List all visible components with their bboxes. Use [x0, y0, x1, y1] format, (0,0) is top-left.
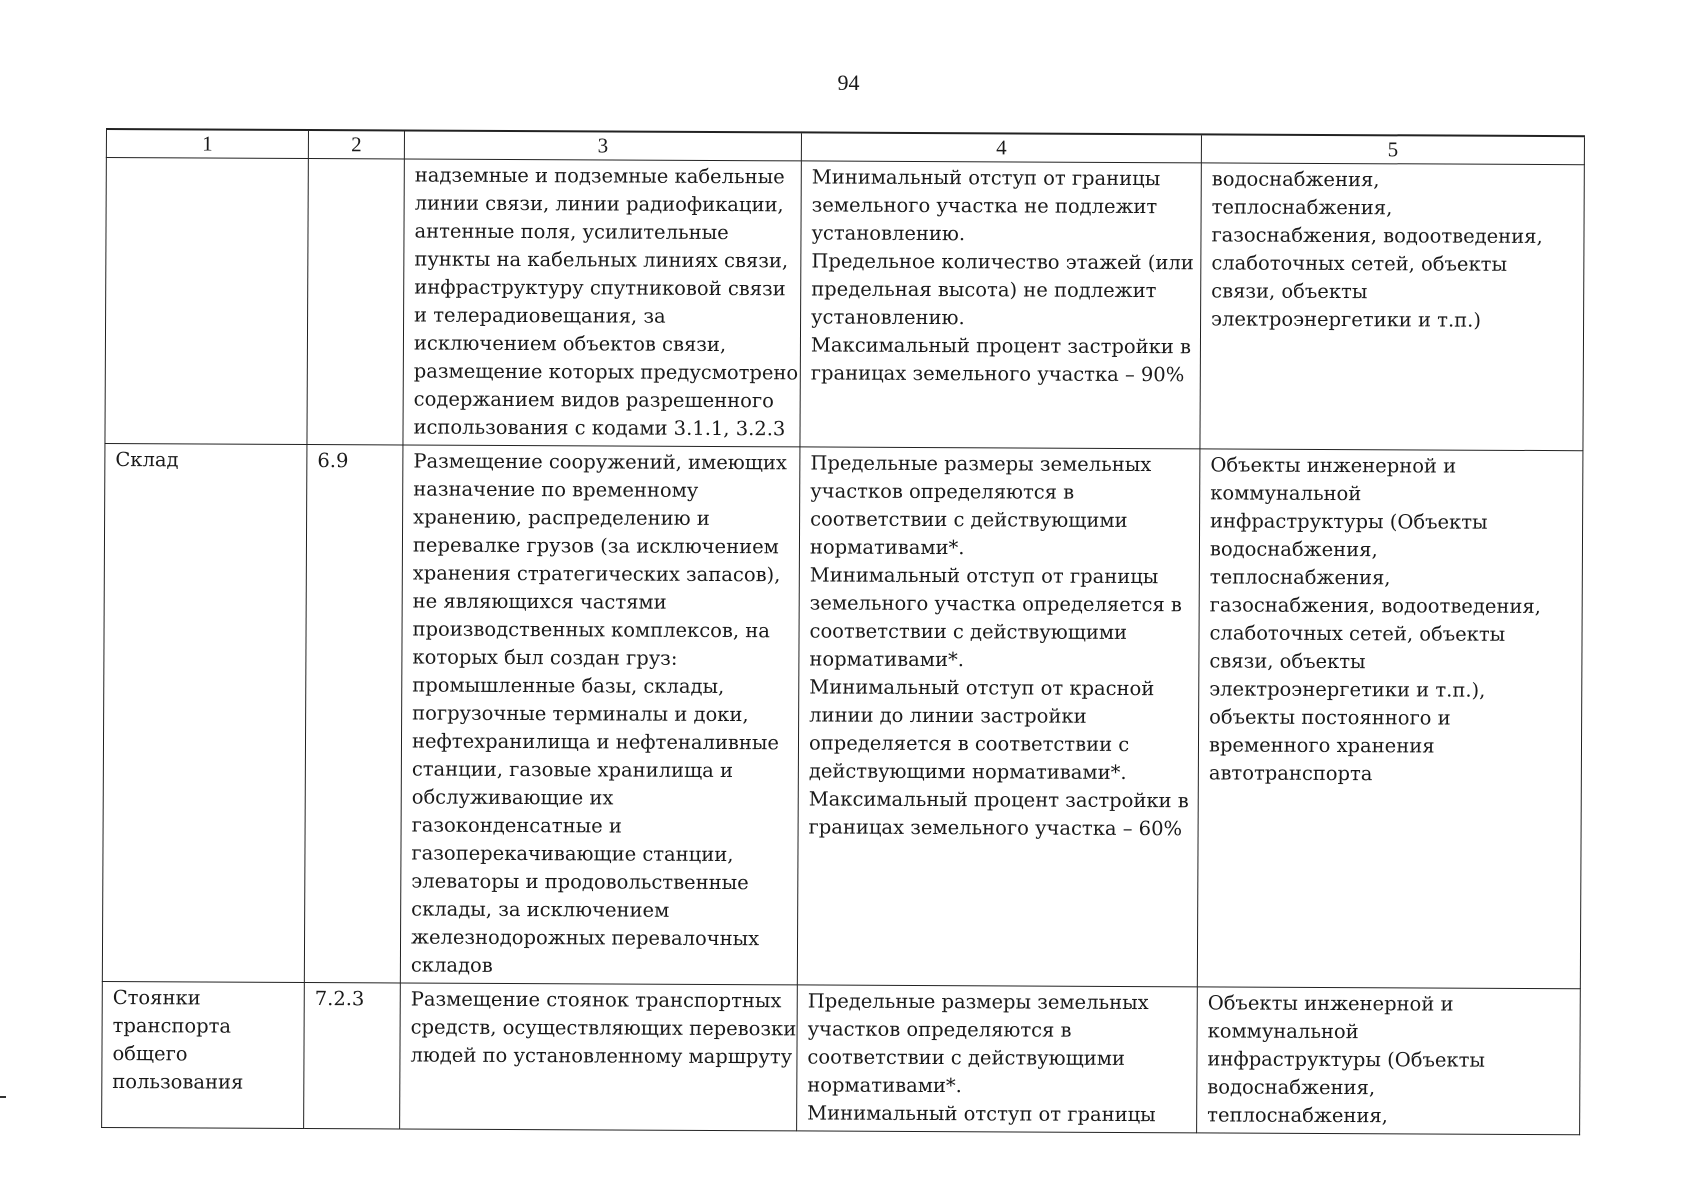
use-code-cell: 6.9 [304, 444, 403, 982]
table-row [102, 443, 1583, 988]
auxiliary-uses-cell-line: временного хранения [1208, 733, 1435, 758]
auxiliary-uses-cell-line: теплоснабжения, [1207, 1103, 1388, 1128]
auxiliary-uses-cell-line: слаботочных сетей, объекты [1209, 621, 1506, 646]
table-row [105, 158, 1584, 451]
use-description-cell-line: погрузочные терминалы и доки, [412, 701, 749, 727]
parameters-cell-line: Минимальный отступ от границы [809, 563, 1159, 589]
use-description-cell-line: перевалке грузов (за исключением [412, 533, 779, 559]
auxiliary-uses-cell-line: инфраструктуры (Объекты [1210, 509, 1488, 534]
parameters-cell-line: Предельные размеры земельных [807, 989, 1149, 1015]
auxiliary-uses-cell-line: газоснабжения, водоотведения, [1209, 593, 1541, 619]
parameters-cell-line: соответствии с действующими [807, 1045, 1125, 1070]
use-description-cell-line: пункты на кабельных линиях связи, [414, 247, 789, 273]
use-type-name-cell-line: Стоянки [112, 986, 201, 1010]
use-description-cell-line: нефтехранилища и нефтеналивные [411, 729, 779, 755]
use-description-cell-line: железнодорожных перевалочных [410, 925, 760, 951]
auxiliary-uses-cell-line: водоснабжения, [1209, 537, 1378, 562]
parameters-cell-line: Предельные размеры земельных [810, 451, 1152, 477]
use-type-name-cell-line: пользования [112, 1070, 244, 1094]
auxiliary-uses-cell-line: инфраструктуры (Объекты [1207, 1047, 1485, 1072]
use-description-cell-line: Размещение сооружений, имеющих [413, 449, 787, 475]
parameters-cell-line: участков определяются в [810, 479, 1075, 504]
use-description-cell-line: содержанием видов разрешенного [413, 387, 774, 413]
auxiliary-uses-cell-line: водоснабжения, [1207, 1075, 1376, 1100]
use-type-name-cell-line: общего [112, 1042, 188, 1066]
parameters-cell-line: предельная высота) не подлежит [811, 277, 1157, 303]
parameters-cell-line: нормативами*. [809, 535, 965, 560]
auxiliary-uses-cell [1197, 449, 1583, 989]
use-description-cell-line: размещение которых предусмотрено [413, 359, 799, 385]
use-description-cell-line: и телерадиовещания, за [414, 303, 666, 328]
column-header-1: 1 [106, 129, 308, 158]
page-number: 94 [837, 70, 860, 95]
parameters-cell-line: соответствии с действующими [810, 507, 1128, 532]
use-description-cell-line: надземные и подземные кабельные [414, 163, 785, 189]
column-header-4: 4 [801, 132, 1201, 162]
use-description-cell-line: газоконденсатные и [411, 813, 622, 838]
auxiliary-uses-cell-line: связи, объекты [1209, 649, 1366, 674]
column-header-5: 5 [1201, 134, 1584, 164]
auxiliary-uses-cell [1200, 163, 1584, 451]
auxiliary-uses-cell-line: Объекты инженерной и [1207, 991, 1454, 1016]
parameters-cell-line: нормативами*. [807, 1073, 962, 1098]
parameters-cell-line: Минимальный отступ от красной [809, 675, 1155, 701]
auxiliary-uses-cell [1197, 987, 1581, 1135]
use-description-cell-line: элеваторы и продовольственные [411, 869, 749, 895]
use-description-cell-line: хранения стратегических запасов), [412, 561, 781, 587]
use-description-cell-line: хранению, распределению и [413, 505, 710, 530]
auxiliary-uses-cell-line: теплоснабжения, [1211, 195, 1393, 220]
use-description-cell-line: инфраструктуру спутниковой связи [414, 275, 786, 301]
parameters-cell-line: линии до линии застройки [809, 703, 1087, 728]
parameters-cell-line: соответствии с действующими [809, 619, 1128, 644]
auxiliary-uses-cell-line: водоснабжения, [1211, 167, 1380, 192]
parameters-cell-line: Минимальный отступ от границы [807, 1101, 1156, 1127]
parameters-cell-line: границах земельного участка – 90% [810, 361, 1185, 387]
use-description-cell-line: использования с кодами 3.1.1, 3.2.3 [413, 415, 786, 441]
parameters-cell [800, 161, 1201, 449]
parameters-cell-line: Предельное количество этажей (или [811, 249, 1194, 275]
use-description-cell-line: которых был создан груз: [412, 645, 678, 670]
auxiliary-uses-cell-line: Объекты инженерной и [1210, 453, 1457, 478]
auxiliary-uses-cell-line: объекты постоянного и [1209, 705, 1451, 730]
parameters-cell [797, 447, 1200, 987]
use-code-cell: 7.2.3 [304, 982, 401, 1128]
parameters-cell-line: участков определяются в [807, 1017, 1072, 1042]
parameters-cell-line: границах земельного участка – 60% [808, 815, 1183, 841]
auxiliary-uses-cell-line: коммунальной [1207, 1019, 1359, 1044]
margin-mark [0, 1096, 6, 1098]
use-description-cell-line: производственных комплексов, на [412, 617, 770, 643]
use-type-name-cell: Склад [102, 443, 307, 982]
use-description-cell-line: газоперекачивающие станции, [411, 841, 734, 867]
use-type-name-cell [102, 981, 305, 1128]
auxiliary-uses-cell-line: слаботочных сетей, объекты [1211, 251, 1508, 276]
use-description-cell [400, 983, 798, 1131]
use-description-cell-line: обслуживающие их [411, 785, 614, 810]
table-row [102, 981, 1581, 1134]
use-description-cell-line: антенные поля, усилительные [414, 219, 729, 245]
auxiliary-uses-cell-line: коммунальной [1210, 481, 1362, 506]
use-description-cell [400, 445, 800, 985]
auxiliary-uses-cell-line: электроэнергетики и т.п.) [1211, 307, 1482, 332]
use-description-cell-line: назначение по временному [413, 477, 699, 502]
use-description-cell-line: линии связи, линии радиофикации, [414, 191, 784, 217]
use-description-cell [403, 159, 801, 447]
parameters-cell-line: Минимальный отступ от границы [811, 165, 1161, 191]
zoning-regulations-table [101, 128, 1585, 1135]
parameters-cell-line: земельного участка определяется в [809, 591, 1182, 617]
auxiliary-uses-cell-line: связи, объекты [1211, 279, 1368, 304]
use-description-cell-line: исключением объектов связи, [413, 331, 727, 357]
auxiliary-uses-cell-line: теплоснабжения, [1209, 565, 1391, 590]
use-description-cell-line: людей по установленному маршруту [410, 1043, 793, 1069]
parameters-cell-line: действующими нормативами*. [808, 759, 1127, 784]
column-header-2: 2 [308, 130, 404, 159]
column-header-3: 3 [404, 130, 801, 160]
zoning-table-wrapper [101, 128, 1584, 1135]
use-description-cell-line: средств, осуществляющих перевозки [410, 1015, 797, 1041]
use-description-cell-line: склады, за исключением [411, 897, 670, 922]
use-description-cell-line: станции, газовые хранилища и [411, 757, 734, 783]
parameters-cell-line: установлению. [811, 221, 966, 246]
auxiliary-uses-cell-line: электроэнергетики и т.п.), [1209, 677, 1486, 702]
auxiliary-uses-cell-line: автотранспорта [1208, 761, 1373, 786]
parameters-cell-line: земельного участка не подлежит [811, 193, 1158, 219]
parameters-cell [797, 985, 1198, 1133]
parameters-cell-line: нормативами*. [809, 647, 964, 672]
use-code-cell [307, 158, 404, 444]
use-type-name-cell [105, 158, 308, 445]
use-description-cell-line: складов [410, 953, 493, 977]
auxiliary-uses-cell-line: газоснабжения, водоотведения, [1211, 223, 1543, 249]
table-body [102, 158, 1585, 1135]
use-description-cell-line: промышленные базы, склады, [412, 673, 725, 699]
use-type-name-cell-line: транспорта [112, 1014, 232, 1038]
parameters-cell-line: установлению. [811, 305, 965, 330]
parameters-cell-line: определяется в соответствии с [808, 731, 1130, 757]
use-description-cell-line: не являющихся частями [412, 589, 667, 614]
use-description-cell-line: Размещение стоянок транспортных [410, 987, 782, 1013]
parameters-cell-line: Максимальный процент застройки в [810, 333, 1192, 359]
parameters-cell-line: Максимальный процент застройки в [808, 787, 1189, 813]
